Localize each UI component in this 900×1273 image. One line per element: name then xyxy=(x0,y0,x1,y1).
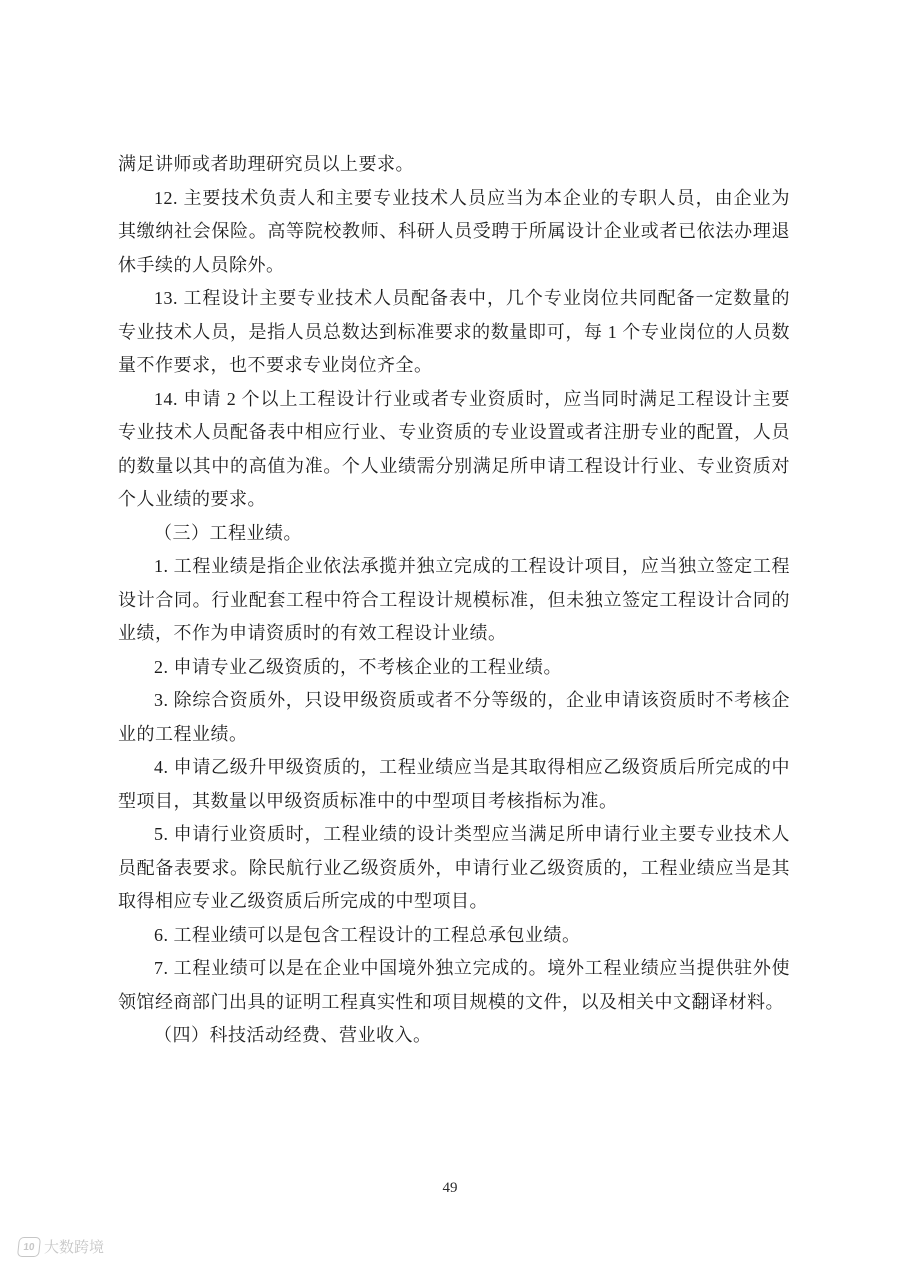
paragraph: 14. 申请 2 个以上工程设计行业或者专业资质时，应当同时满足工程设计主要专业技术人员配备表中相应行业、专业资质的专业设置或者注册专业的配置，人员的数量以其中的高值为准。个人业绩需分别满足所申请工程设计行业、专业资质对个人业绩的要求。 xyxy=(118,388,790,509)
paragraph: 3. 除综合资质外，只设甲级资质或者不分等级的，企业申请该资质时不考核企业的工程业绩。 xyxy=(118,690,790,744)
paragraph: 满足讲师或者助理研究员以上要求。 xyxy=(118,154,414,174)
paragraph: 6. 工程业绩可以是包含工程设计的工程总承包业绩。 xyxy=(154,924,581,945)
paragraph: 13. 工程设计主要专业技术人员配备表中，几个专业岗位共同配备一定数量的专业技术人员，是指人员总数达到标准要求的数量即可，每 1 个专业岗位的人员数量不作要求，也不要求专业岗位齐全。 xyxy=(118,288,790,375)
watermark xyxy=(18,1236,104,1257)
paragraph: 12. 主要技术负责人和主要专业技术人员应当为本企业的专职人员，由企业为其缴纳社会保险。高等院校教师、科研人员受聘于所属设计企业或者已依法办理退休手续的人员除外。 xyxy=(118,187,790,275)
paragraph: 1. 工程业绩是指企业依法承揽并独立完成的工程设计项目，应当独立签定工程设计合同。行业配套工程中符合工程设计规模标准，但未独立签定工程设计合同的业绩，不作为申请资质时的有效工程设计业绩。 xyxy=(118,556,790,643)
paragraph: 5. 申请行业资质时，工程业绩的设计类型应当满足所申请行业主要专业技术人员配备表要求。除民航行业乙级资质外，申请行业乙级资质的，工程业绩应当是其取得相应专业乙级资质后所完成的中型项目。 xyxy=(118,824,790,911)
watermark-label: 大数跨境 xyxy=(44,1239,105,1256)
paragraph: 2. 申请专业乙级资质的，不考核企业的工程业绩。 xyxy=(154,656,562,677)
paragraph: （四）科技活动经费、营业收入。 xyxy=(154,1025,432,1045)
paragraph: （三）工程业绩。 xyxy=(154,522,302,543)
paragraph: 4. 申请乙级升甲级资质的，工程业绩应当是其取得相应乙级资质后所完成的中型项目，其数量以甲级资质标准中的中型项目考核指标为准。 xyxy=(118,757,790,811)
document-body xyxy=(118,148,790,1053)
page-number: 49 xyxy=(442,1180,458,1196)
paragraph: 7. 工程业绩可以是在企业中国境外独立完成的。境外工程业绩应当提供驻外使领馆经商部门出具的证明工程真实性和项目规模的文件，以及相关中文翻译材料。 xyxy=(118,958,790,1012)
watermark-logo-icon: 10 xyxy=(17,1237,41,1257)
